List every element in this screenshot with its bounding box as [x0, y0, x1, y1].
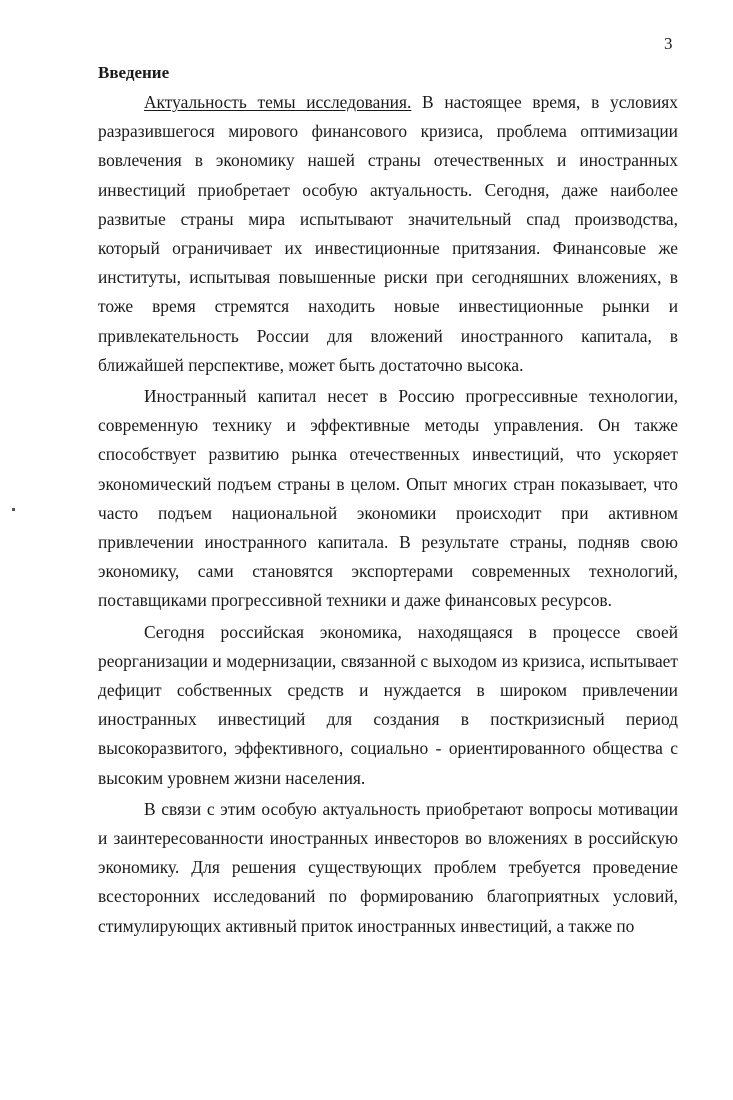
page-number: 3: [664, 34, 673, 53]
paragraph-relevance: [98, 88, 678, 380]
paragraph-text: В настоящее время, в условиях разразившегося мирового финансового кризиса, проблема оптимизации вовлечения в экономику нашей страны отечественных и иностранных инвестиций приобретает особую актуальность. Сегодня, даже наиболее развитые страны мира испытывают значительный спад производства, который ограничивает их инвестиционные притязания. Финансовые же институты, испытывая повышенные риски при сегодняшних вложениях, в тоже время стремятся находить новые инвестиционные рынки и привлекательность России для вложений иностранного капитала, в ближайшей перспективе, может быть достаточно высока.: [98, 92, 678, 375]
body-text: [98, 88, 678, 941]
paragraph-motivation: В связи с этим особую актуальность приобретают вопросы мотивации и заинтересованности иностранных инвесторов во вложениях в российскую экономику. Для решения существующих проблем требуется проведение всесторонних исследований по формированию благоприятных условий, стимулирующих активный приток иностранных инвестиций, а также по: [98, 798, 678, 936]
section-heading: Введение: [98, 63, 170, 82]
paragraph-russian-economy: Сегодня российская экономика, находящаяся в процессе своей реорганизации и модернизации, связанной с выходом из кризиса, испытывает дефицит собственных средств и нуждается в широком привлечении иностранных инвестиций для создания в посткризисный период высокоразвитого, эффективного, социально - ориентированного общества с высоким уровнем жизни населения.: [98, 621, 678, 788]
scan-margin-mark: [12, 508, 15, 511]
paragraph-foreign-capital: Иностранный капитал несет в Россию прогрессивные технологии, современную технику и эффективные методы управления. Он также способствует развитию рынка отечественных инвестиций, что ускоряет экономический подъем страны в целом. Опыт многих стран показывает, что часто подъем национальной экономики происходит при активном привлечении иностранного капитала. В результате страны, подняв свою экономику, сами становятся экспортерами современных технологий, поставщиками прогрессивной техники и даже финансовых ресурсов.: [98, 386, 678, 611]
paragraph-lead-underlined: Актуальность темы исследования.: [144, 92, 412, 112]
